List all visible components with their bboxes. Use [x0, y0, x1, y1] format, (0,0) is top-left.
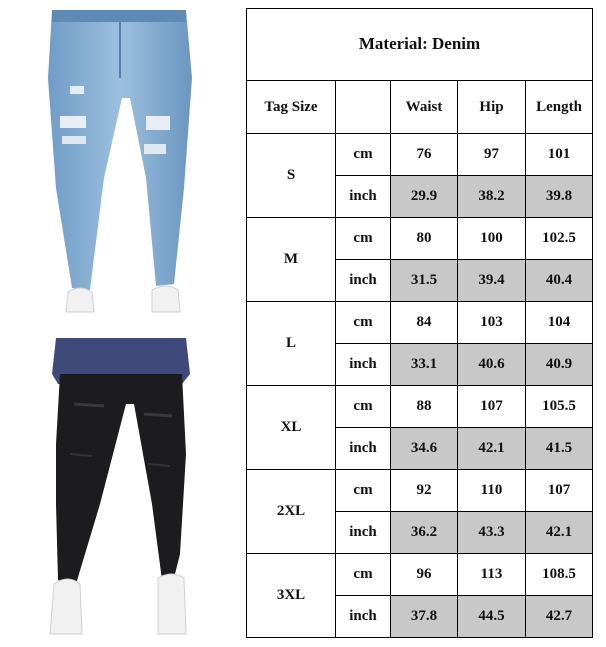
length-cell: 42.7 [526, 595, 593, 637]
header-tag-size: Tag Size [247, 80, 336, 134]
hip-cell: 107 [458, 386, 526, 428]
black-jeans-photo [34, 334, 214, 640]
hip-cell: 39.4 [458, 260, 526, 302]
hip-cell: 97 [458, 134, 526, 176]
table-row [247, 386, 593, 428]
header-waist: Waist [391, 80, 458, 134]
waist-cell: 33.1 [391, 344, 458, 386]
table-row [247, 218, 593, 260]
unit-cell: inch [336, 428, 391, 470]
header-hip: Hip [458, 80, 526, 134]
unit-cell: inch [336, 176, 391, 218]
tag-size-cell: 2XL [247, 470, 336, 554]
waist-cell: 31.5 [391, 260, 458, 302]
hip-cell: 44.5 [458, 595, 526, 637]
table-row [247, 302, 593, 344]
length-cell: 40.9 [526, 344, 593, 386]
length-cell: 104 [526, 302, 593, 344]
waist-cell: 37.8 [391, 595, 458, 637]
header-length: Length [526, 80, 593, 134]
waist-cell: 96 [391, 553, 458, 595]
unit-cell: cm [336, 386, 391, 428]
unit-cell: cm [336, 218, 391, 260]
waist-cell: 80 [391, 218, 458, 260]
table-row [247, 134, 593, 176]
length-cell: 108.5 [526, 553, 593, 595]
length-cell: 42.1 [526, 511, 593, 553]
tag-size-cell: M [247, 218, 336, 302]
unit-cell: cm [336, 470, 391, 512]
header-row [247, 80, 593, 134]
unit-cell: cm [336, 302, 391, 344]
tag-size-cell: L [247, 302, 336, 386]
length-cell: 41.5 [526, 428, 593, 470]
hip-cell: 40.6 [458, 344, 526, 386]
size-chart-table [246, 8, 593, 638]
table-title: Material: Denim [247, 9, 593, 81]
hip-cell: 103 [458, 302, 526, 344]
hip-cell: 43.3 [458, 511, 526, 553]
table-row [247, 470, 593, 512]
unit-cell: cm [336, 553, 391, 595]
product-photos [0, 0, 246, 647]
table-row [247, 553, 593, 595]
tag-size-cell: S [247, 134, 336, 218]
hip-cell: 100 [458, 218, 526, 260]
header-unit [336, 80, 391, 134]
length-cell: 39.8 [526, 176, 593, 218]
unit-cell: cm [336, 134, 391, 176]
hip-cell: 38.2 [458, 176, 526, 218]
waist-cell: 84 [391, 302, 458, 344]
waist-cell: 88 [391, 386, 458, 428]
unit-cell: inch [336, 595, 391, 637]
length-cell: 105.5 [526, 386, 593, 428]
unit-cell: inch [336, 344, 391, 386]
blue-jeans-photo [34, 8, 214, 322]
length-cell: 101 [526, 134, 593, 176]
tag-size-cell: 3XL [247, 553, 336, 637]
hip-cell: 110 [458, 470, 526, 512]
length-cell: 102.5 [526, 218, 593, 260]
waist-cell: 92 [391, 470, 458, 512]
waist-cell: 76 [391, 134, 458, 176]
tag-size-cell: XL [247, 386, 336, 470]
hip-cell: 113 [458, 553, 526, 595]
unit-cell: inch [336, 260, 391, 302]
length-cell: 107 [526, 470, 593, 512]
length-cell: 40.4 [526, 260, 593, 302]
waist-cell: 29.9 [391, 176, 458, 218]
waist-cell: 36.2 [391, 511, 458, 553]
waist-cell: 34.6 [391, 428, 458, 470]
hip-cell: 42.1 [458, 428, 526, 470]
unit-cell: inch [336, 511, 391, 553]
